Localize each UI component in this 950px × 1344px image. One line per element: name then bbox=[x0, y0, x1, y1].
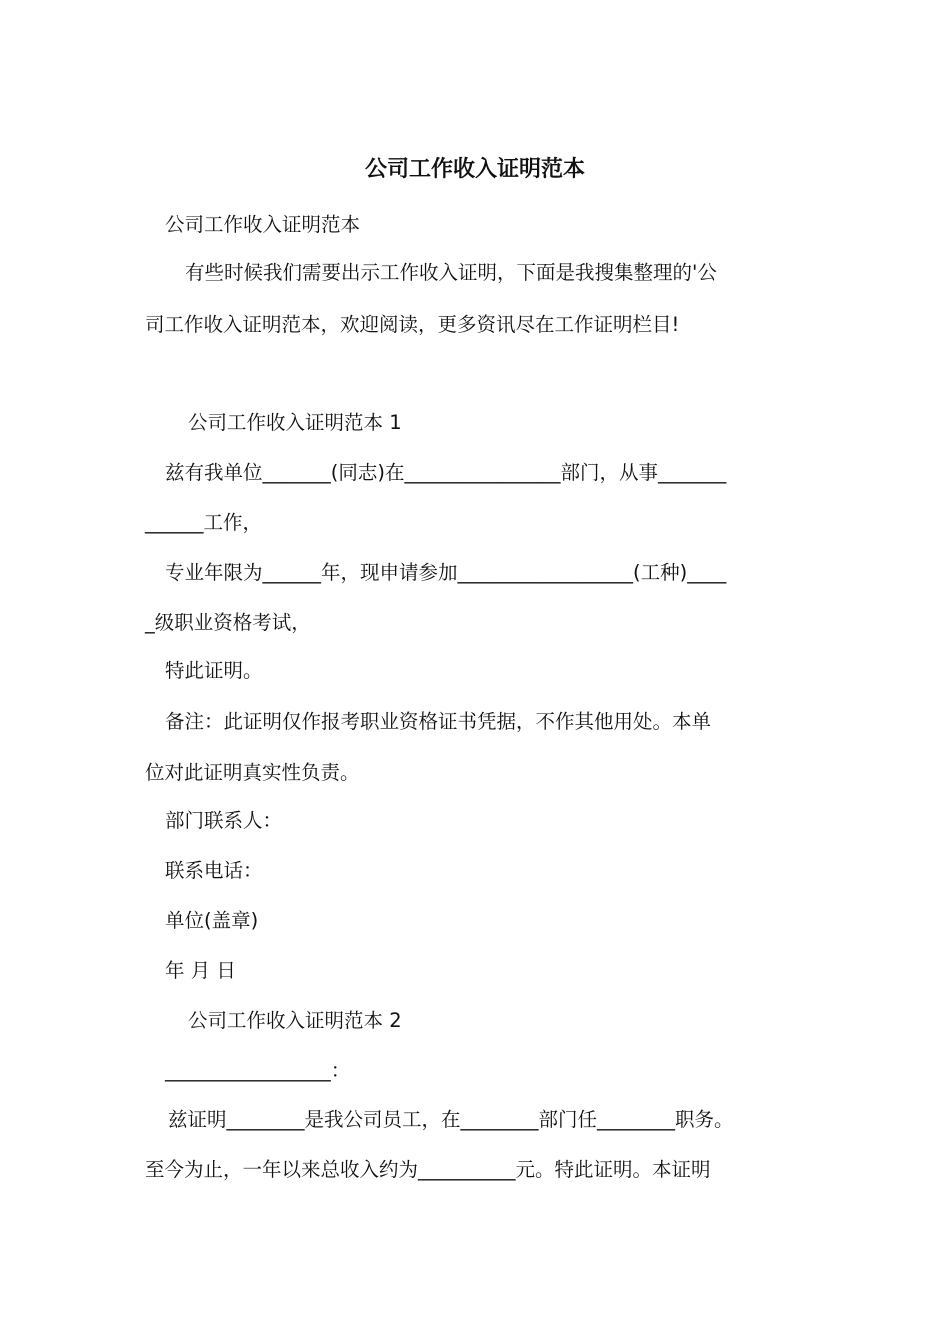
intro-line-2: 司工作收入证明范本，欢迎阅读，更多资讯尽在工作证明栏目! bbox=[145, 313, 680, 336]
sample1-line: 位对此证明真实性负责。 bbox=[145, 761, 360, 784]
sample1-line: 兹有我单位_______(同志)在________________部门，从事_______ bbox=[165, 461, 727, 484]
sample1-line: _级职业资格考试， bbox=[145, 611, 311, 634]
sample2-line: 兹证明________是我公司员工，在________部门任________职务。 bbox=[168, 1108, 734, 1131]
sample1-line: 部门联系人： bbox=[165, 809, 283, 832]
document-title: 公司工作收入证明范本 bbox=[364, 157, 585, 182]
sample1-line: 特此证明。 bbox=[165, 659, 263, 682]
sample1-line: 联系电话： bbox=[165, 859, 263, 882]
sample1-line: 备注：此证明仅作报考职业资格证书凭据，不作其他用处。本单 bbox=[165, 710, 712, 733]
subtitle: 公司工作收入证明范本 bbox=[165, 213, 361, 236]
sample1-line: ______工作， bbox=[145, 511, 263, 534]
sample2-heading: 公司工作收入证明范本 2 bbox=[188, 1009, 402, 1032]
sample1-line: 单位(盖章) bbox=[165, 909, 259, 932]
sample1-line: 年 月 日 bbox=[165, 959, 236, 982]
sample1-heading: 公司工作收入证明范本 1 bbox=[188, 411, 402, 434]
sample2-line: 至今为止，一年以来总收入约为__________元。特此证明。本证明 bbox=[145, 1158, 711, 1181]
sample2-line: _________________： bbox=[165, 1059, 351, 1082]
sample1-line: 专业年限为______年，现申请参加__________________(工种)____ bbox=[165, 561, 727, 584]
intro-line-1: 有些时候我们需要出示工作收入证明，下面是我搜集整理的'公 bbox=[185, 261, 717, 284]
